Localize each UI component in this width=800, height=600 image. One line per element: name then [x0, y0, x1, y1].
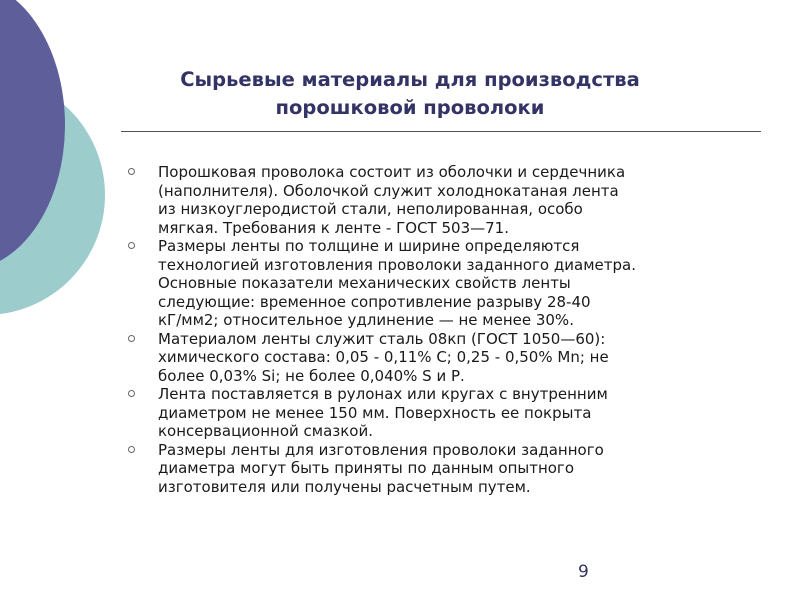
circle-bullet-icon — [128, 446, 135, 453]
bullet-item — [128, 441, 768, 497]
bullet-line: Порошковая проволока состоит из оболочки и сердечника — [158, 163, 626, 181]
bullet-line: Лента поставляется в рулонах или кругах с внутренним — [158, 385, 608, 403]
bullet-line: из низкоуглеродистой стали, неполированная, особо — [158, 200, 583, 218]
bullet-line: более 0,03% Si; не более 0,040% S и Р. — [158, 366, 465, 385]
slide-title-line: Сырьевые материалы для производства — [180, 68, 640, 91]
bullet-line: диаметром не менее 150 мм. Поверхность ее покрыта — [158, 403, 592, 422]
bullet-item — [128, 385, 768, 441]
bullet-line: следующие: временное сопротивление разрыву 28-40 — [158, 292, 591, 311]
bullet-line: мягкая. Требования к ленте - ГОСТ 503—71. — [158, 218, 509, 237]
bullet-line: консервационной смазкой. — [158, 422, 374, 440]
circle-bullet-icon — [128, 242, 135, 249]
bullet-line: Материалом ленты служит сталь 08кп (ГОСТ 1050—60): — [158, 329, 606, 348]
bullet-item — [128, 163, 768, 237]
bullet-line: кГ/мм2; относительное удлинение — не менее 30%. — [158, 311, 574, 329]
bullet-list — [128, 163, 768, 496]
bullet-line: Основные показатели механических свойств ленты — [158, 274, 571, 292]
circle-bullet-icon — [128, 168, 135, 175]
slide-title — [125, 66, 695, 122]
bullet-item — [128, 237, 768, 330]
bullet-line: (наполнителя). Оболочкой служит холоднокатаная лента — [158, 181, 619, 200]
bullet-line: технологией изготовления проволоки заданного диаметра. — [158, 255, 636, 274]
bullet-line: Размеры ленты для изготовления проволоки заданного — [158, 440, 604, 459]
bullet-line: изготовителя или получены расчетным путем. — [158, 477, 531, 496]
bullet-item — [128, 330, 768, 386]
circle-bullet-icon — [128, 390, 135, 397]
bullet-line: диаметра могут быть приняты по данным опытного — [158, 459, 574, 477]
circle-bullet-icon — [128, 335, 135, 342]
bullet-line: Размеры ленты по толщине и ширине определяются — [158, 237, 580, 255]
title-divider — [121, 131, 761, 132]
bullet-line: химического состава: 0,05 - 0,11% С; 0,25 - 0,50% Mn; не — [158, 348, 609, 366]
page-number: 9 — [578, 562, 589, 582]
slide-title-line: порошковой проволоки — [275, 96, 545, 119]
